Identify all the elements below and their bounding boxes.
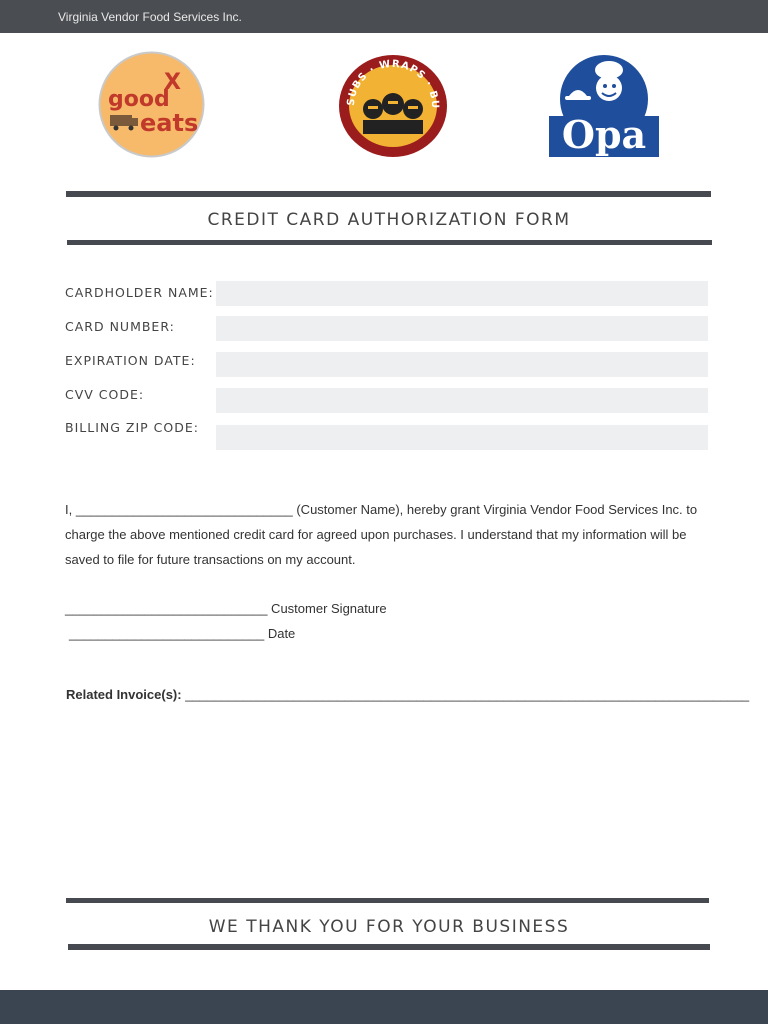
opa-logo <box>549 54 659 157</box>
card-number-label: CARD NUMBER: <box>65 319 175 334</box>
form-title: CREDIT CARD AUTHORIZATION FORM <box>207 210 571 230</box>
title-rule-top <box>66 191 711 197</box>
cvv-code-input[interactable] <box>216 388 708 413</box>
authorization-paragraph: I, ______________________________ (Customer Name), hereby grant Virginia Vendor Food Services Inc. to charge the above mentioned credit card for agreed upon purchases. I understand that my information will be saved to file for future transactions on my account. <box>65 502 698 567</box>
related-invoices-label: Related Invoice(s): <box>66 687 182 702</box>
cvv-code-label: CVV CODE: <box>65 387 145 402</box>
footer-rule-top <box>66 898 709 903</box>
cardholder-name-label: CARDHOLDER NAME: <box>65 285 214 300</box>
related-invoices-row <box>66 687 749 702</box>
company-name: Virginia Vendor Food Services Inc. <box>58 10 242 24</box>
three-men-icon <box>363 93 423 134</box>
thank-you-text: WE THANK YOU FOR YOUR BUSINESS <box>208 917 570 937</box>
date-line: ___________________________ Date <box>69 626 296 641</box>
customer-signature-line: ____________________________ Customer Signature <box>65 601 387 616</box>
cardholder-name-input[interactable] <box>216 281 708 306</box>
svg-text:good: good <box>108 87 170 112</box>
svg-text:Opa: Opa <box>561 112 647 157</box>
subs-wraps-burgers-fries-logo <box>338 54 448 158</box>
svg-text:X: X <box>164 70 181 95</box>
expiration-date-label: EXPIRATION DATE: <box>65 353 196 368</box>
billing-zip-code-input[interactable] <box>216 425 708 450</box>
footer-rule-bottom <box>68 944 710 950</box>
svg-text:eats: eats <box>140 109 199 137</box>
billing-zip-code-label: BILLING ZIP CODE: <box>65 420 199 435</box>
svg-text:SUBS · WRAPS · BURGERS · FRIES: SUBS · WRAPS · BU <box>345 58 441 110</box>
top-bar <box>0 0 768 33</box>
card-number-input[interactable] <box>216 316 708 341</box>
expiration-date-input[interactable] <box>216 352 708 377</box>
good-eats-logo <box>98 51 205 158</box>
related-invoices-line: ______________________________________________________________________________ <box>185 687 750 702</box>
title-rule-bottom <box>67 240 712 245</box>
bottom-bar <box>0 990 768 1024</box>
